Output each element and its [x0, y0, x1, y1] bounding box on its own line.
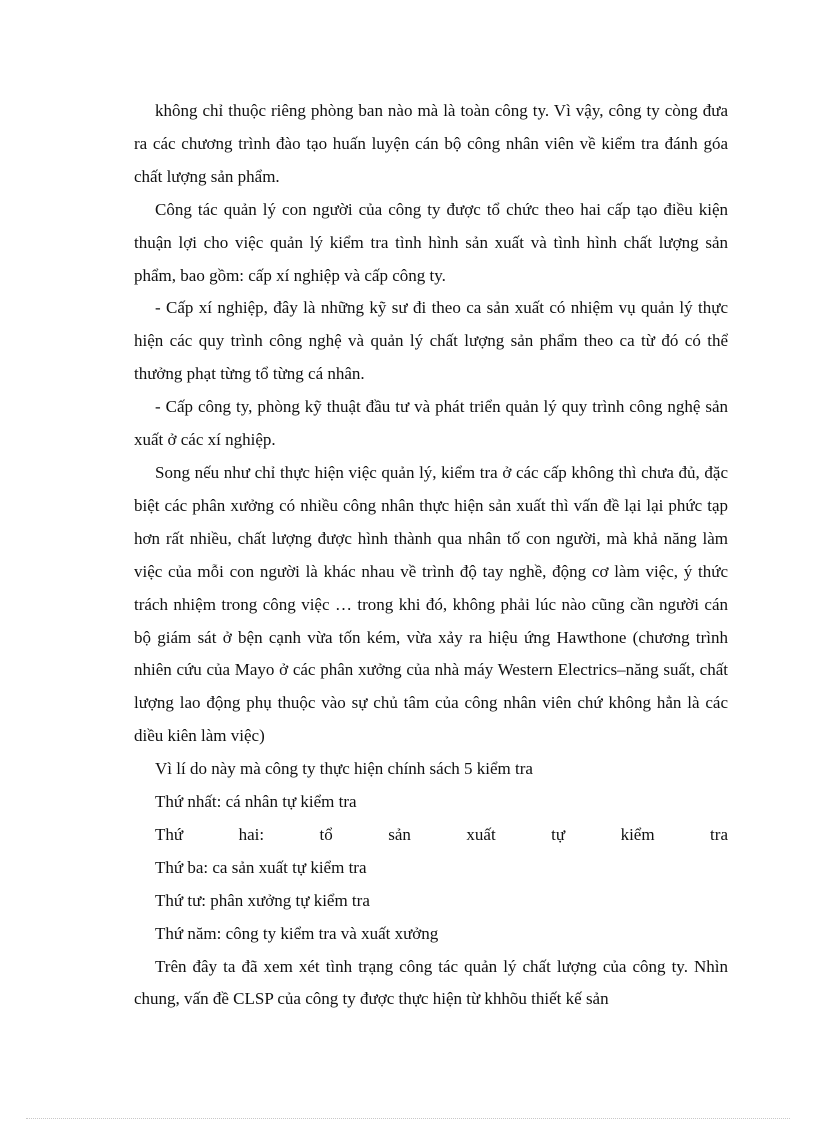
document-body — [134, 95, 728, 1016]
list-item-fifth: Thứ năm: công ty kiểm tra và xuất xưởng — [155, 923, 439, 943]
paragraph-five-checks: Vì lí do này mà công ty thực hiện chính sách 5 kiểm tra — [155, 759, 533, 779]
list-item-third: Thứ ba: ca sản xuất tự kiểm tra — [155, 857, 367, 877]
paragraph-intro-continued: không chỉ thuộc riêng phòng ban nào mà là toàn công ty. Vì vậy, công ty còng đưa ra các chương trình đào tạo huấn luyện cán bộ công nhân viên về kiểm tra đánh góa chất lượng sản phẩm. — [134, 101, 728, 186]
paragraph-hawthorne: Song nếu như chỉ thực hiện việc quản lý, kiểm tra ở các cấp không thì chưa đủ, đặc biệt các phân xưởng có nhiều công nhân thực hiện sản xuất thì vấn đề lại lại phức tạp hơn rất nhiều, chất lượng được hình thành qua nhân tố con người, mà khả năng làm việc của mỗi con người là khác nhau về trình độ tay nghề, động cơ làm việc, ý thức trách nhiệm trong công việc … trong khi đó, không phải lúc nào cũng cần người cán bộ giám sát ở bện cạnh vừa tốn kém, vừa xảy ra hiệu ứng Hawthone (chương trình nhiên cứu của Mayo ở các phân xưởng của nhà máy Western Electrics–năng suất, chất lượng lao động phụ thuộc vào sự chủ tâm của công nhân viên chứ không hẳn là các diều kiên làm việc) — [134, 462, 728, 746]
paragraph-enterprise-level: - Cấp xí nghiệp, đây là những kỹ sư đi theo ca sản xuất có nhiệm vụ quản lý thực hiện các quy trình công nghệ và quản lý chất lượng sản phẩm theo ca từ đó có thể thưởng phạt từng tổ từng cá nhân. — [134, 298, 728, 384]
footer-divider — [26, 1118, 790, 1119]
list-item-second: Thứ hai: tổ sản xuất tự kiểm tra — [155, 824, 728, 844]
paragraph-summary: Trên đây ta đã xem xét tình trạng công tác quản lý chất lượng của công ty. Nhìn chung, vấn đề CLSP của công ty được thực hiện từ khhõu thiết kế sản — [134, 956, 728, 1009]
paragraph-company-level: - Cấp công ty, phòng kỹ thuật đầu tư và phát triển quản lý quy trình công nghệ sản xuất ở các xí nghiệp. — [134, 397, 728, 450]
list-item-fourth: Thứ tư: phân xưởng tự kiểm tra — [155, 890, 370, 910]
list-item-first: Thứ nhất: cá nhân tự kiểm tra — [155, 792, 357, 812]
paragraph-management-levels: Công tác quản lý con người của công ty được tổ chức theo hai cấp tạo điều kiện thuận lợi cho việc quản lý kiểm tra tình hình sản xuất và tình hình chất lượng sản phẩm, bao gồm: cấp xí nghiệp và cấp công ty. — [134, 199, 728, 285]
